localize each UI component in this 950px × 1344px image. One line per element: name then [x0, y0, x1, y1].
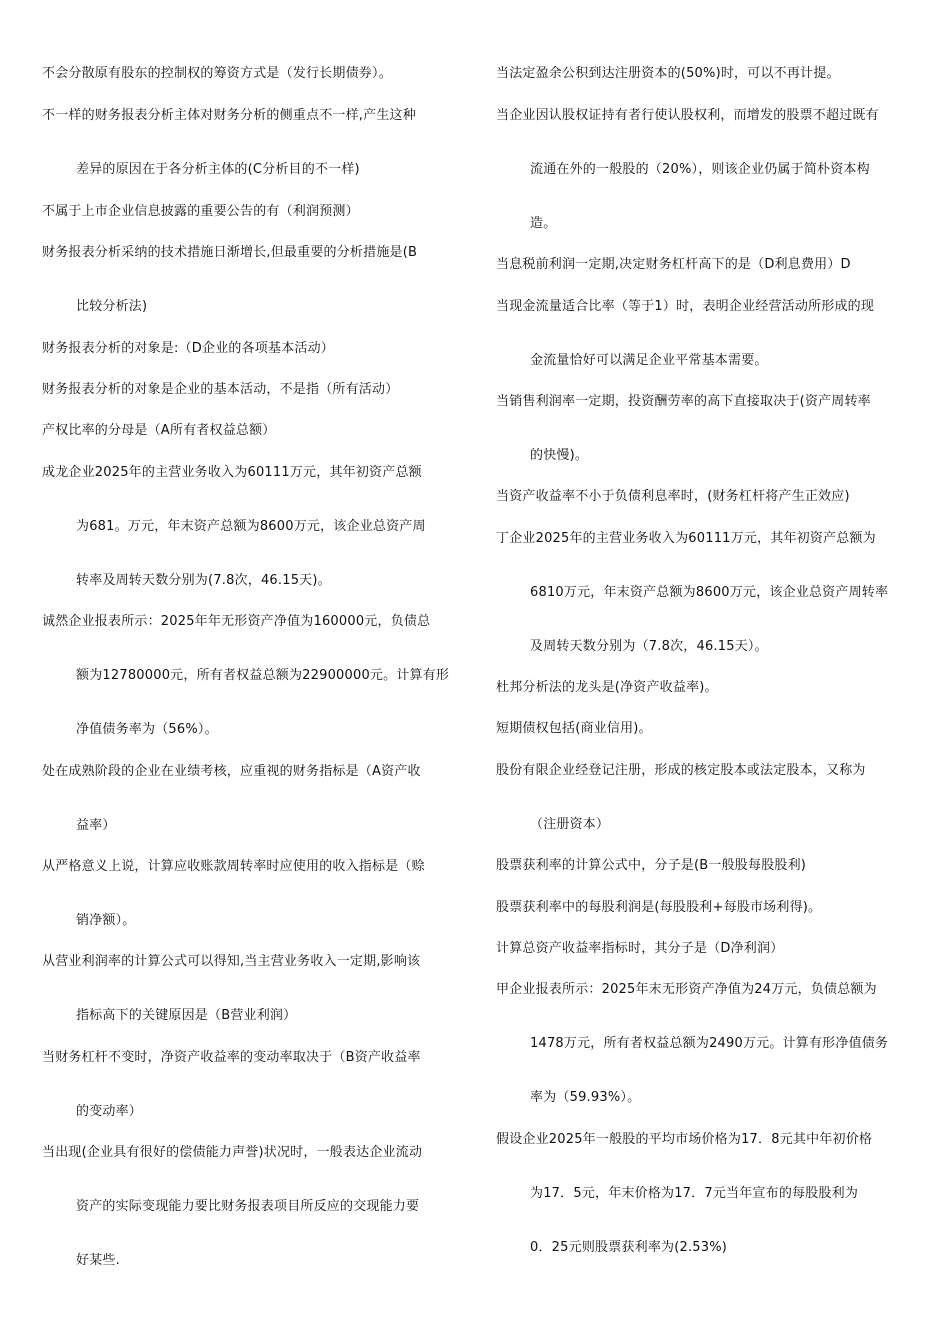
- text-line: 股票获利率的计算公式中，分子是(B一般股每股股利): [496, 858, 807, 873]
- text-line: 股票获利率中的每股利润是(每股股利+每股市场利得)。: [496, 900, 822, 915]
- text-line: 成龙企业2025年的主营业务收入为60111万元，其年初资产总额: [42, 465, 422, 480]
- text-line: 不一样的财务报表分析主体对财务分析的侧重点不一样,产生这种: [42, 108, 416, 123]
- text-line: 假设企业2025年一般股的平均市场价格为17．8元其中年初价格: [496, 1132, 873, 1147]
- text-line: 产权比率的分母是（A所有者权益总额）: [42, 423, 276, 438]
- text-line: 股份有限企业经登记注册，形成的核定股本或法定股本，又称为: [496, 763, 866, 778]
- text-line: 处在成熟阶段的企业在业绩考核，应重视的财务指标是（A资产收: [42, 764, 421, 779]
- text-line: 从营业利润率的计算公式可以得知,当主营业务收入一定期,影响该: [42, 954, 421, 969]
- text-line: 金流量恰好可以满足企业平常基本需要。: [530, 353, 768, 368]
- text-line: 财务报表分析的对象是:（D企业的各项基本活动）: [42, 341, 334, 356]
- text-line: 不属于上市企业信息披露的重要公告的有（利润预测）: [42, 204, 359, 219]
- text-line: 当财务杠杆不变时，净资产收益率的变动率取决于（B资产收益率: [42, 1050, 421, 1065]
- text-line: 0．25元则股票获利率为(2.53%): [530, 1240, 728, 1255]
- text-line: 甲企业报表所示：2025年末无形资产净值为24万元，负债总额为: [496, 982, 877, 997]
- text-line: 的快慢)。: [530, 448, 589, 463]
- text-line: （注册资本）: [530, 817, 610, 832]
- text-line: 当企业因认股权证持有者行使认股权利，而增发的股票不超过既有: [496, 108, 879, 123]
- text-line: 诚然企业报表所示：2025年年无形资产净值为160000元，负债总: [42, 614, 431, 629]
- text-line: 1478万元，所有者权益总额为2490万元。计算有形净值债务: [530, 1036, 889, 1051]
- text-line: 当息税前利润一定期,决定财务杠杆高下的是（D利息费用）D: [496, 257, 851, 272]
- text-line: 转率及周转天数分别为(7.8次，46.15天)。: [76, 573, 331, 588]
- text-line: 当资产收益率不小于负债利息率时，(财务杠杆将产生正效应): [496, 489, 850, 504]
- text-line: 净值债务率为（56%）。: [76, 722, 218, 737]
- text-line: 当现金流量适合比率（等于1）时，表明企业经营活动所形成的现: [496, 299, 875, 314]
- text-line: 计算总资产收益率指标时，其分子是（D净利润）: [496, 941, 784, 956]
- text-line: 为681。万元，年末资产总额为8600万元，该企业总资产周: [76, 519, 426, 534]
- text-line: 6810万元，年末资产总额为8600万元，该企业总资产周转率: [530, 585, 889, 600]
- text-line: 益率）: [76, 818, 116, 833]
- text-line: 额为12780000元，所有者权益总额为22900000元。计算有形: [76, 668, 450, 683]
- text-line: 造。: [530, 216, 557, 231]
- text-line: 率为（59.93%）。: [530, 1090, 641, 1105]
- text-line: 指标高下的关键原因是（B营业利润）: [76, 1008, 297, 1023]
- text-line: 当出现(企业具有很好的偿债能力声誉)状况时，一般表达企业流动: [42, 1145, 423, 1160]
- text-line: 资产的实际变现能力要比财务报表项目所反应的交现能力要: [76, 1199, 420, 1214]
- text-line: 为17．5元，年末价格为17．7元当年宣布的每股股利为: [530, 1186, 859, 1201]
- text-line: 销净额）。: [76, 913, 136, 928]
- text-line: 杜邦分析法的龙头是(净资产收益率)。: [496, 680, 718, 695]
- text-line: 丁企业2025年的主营业务收入为60111万元，其年初资产总额为: [496, 531, 876, 546]
- text-line: 的变动率）: [76, 1104, 143, 1119]
- text-line: 流通在外的一般股的（20%），则该企业仍属于简朴资本构: [530, 162, 870, 177]
- text-line: 好某些.: [76, 1253, 120, 1268]
- text-line: 及周转天数分别为（7.8次，46.15天）。: [530, 639, 768, 654]
- text-line: 不会分散原有股东的控制权的筹资方式是（发行长期债券）。: [42, 66, 392, 81]
- text-line: 差异的原因在于各分析主体的(C分析目的不一样): [76, 162, 360, 177]
- text-line: 财务报表分析采纳的技术措施日渐增长,但最重要的分析措施是(B: [42, 245, 418, 260]
- text-line: 当销售利润率一定期，投资酬劳率的高下直接取决于(资产周转率: [496, 394, 871, 409]
- text-line: 短期债权包括(商业信用)。: [496, 721, 652, 736]
- text-line: 当法定盈余公积到达注册资本的(50%)时，可以不再计提。: [496, 66, 840, 81]
- text-line: 比较分析法): [76, 299, 148, 314]
- text-line: 从严格意义上说，计算应收账款周转率时应使用的收入指标是（赊: [42, 859, 425, 874]
- text-line: 财务报表分析的对象是企业的基本活动，不是指（所有活动）: [42, 382, 399, 397]
